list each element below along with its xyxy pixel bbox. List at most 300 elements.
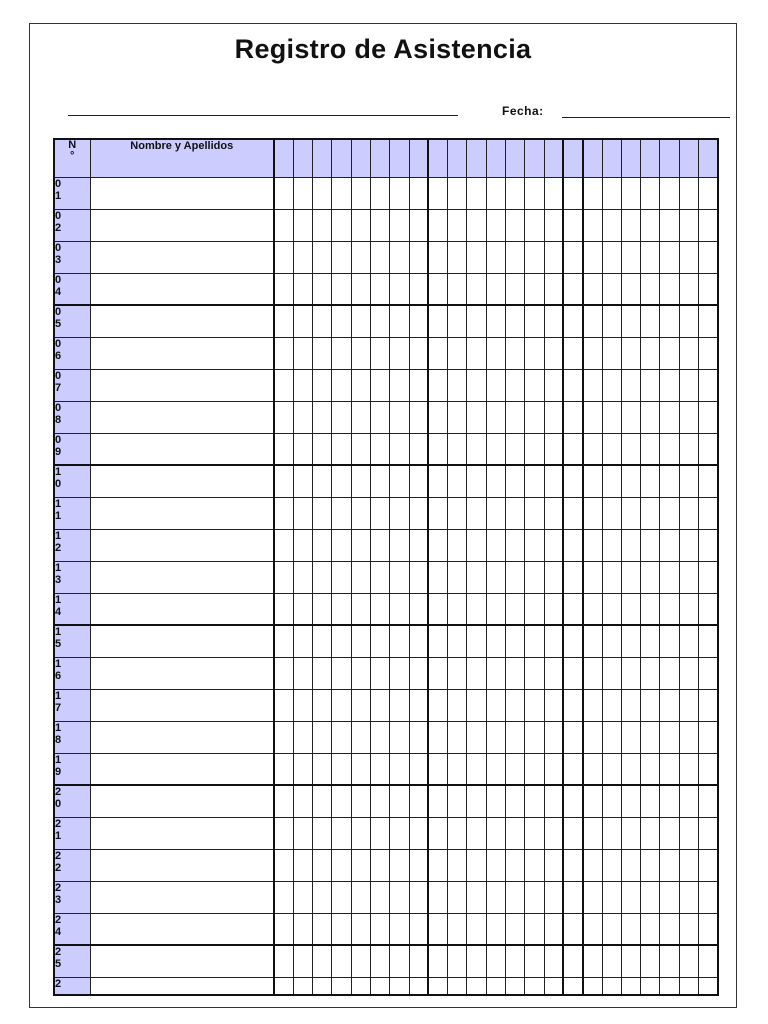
attendance-cell[interactable] (351, 817, 370, 849)
name-cell[interactable] (90, 849, 274, 881)
attendance-cell[interactable] (583, 785, 602, 817)
attendance-cell[interactable] (428, 977, 447, 995)
attendance-cell[interactable] (563, 593, 582, 625)
attendance-cell[interactable] (506, 689, 525, 721)
attendance-cell[interactable] (506, 369, 525, 401)
attendance-cell[interactable] (428, 209, 447, 241)
attendance-cell[interactable] (486, 881, 505, 913)
attendance-cell[interactable] (293, 881, 312, 913)
attendance-cell[interactable] (544, 977, 563, 995)
attendance-cell[interactable] (274, 401, 293, 433)
attendance-cell[interactable] (409, 209, 428, 241)
attendance-cell[interactable] (679, 785, 698, 817)
attendance-cell[interactable] (660, 753, 679, 785)
attendance-cell[interactable] (274, 817, 293, 849)
attendance-cell[interactable] (428, 817, 447, 849)
attendance-cell[interactable] (660, 177, 679, 209)
attendance-cell[interactable] (448, 817, 467, 849)
attendance-cell[interactable] (544, 561, 563, 593)
attendance-cell[interactable] (641, 977, 660, 995)
attendance-cell[interactable] (544, 817, 563, 849)
attendance-cell[interactable] (448, 273, 467, 305)
attendance-cell[interactable] (660, 977, 679, 995)
attendance-cell[interactable] (293, 401, 312, 433)
attendance-cell[interactable] (274, 369, 293, 401)
attendance-cell[interactable] (274, 177, 293, 209)
attendance-cell[interactable] (641, 369, 660, 401)
attendance-cell[interactable] (621, 977, 640, 995)
attendance-cell[interactable] (332, 625, 351, 657)
attendance-cell[interactable] (370, 785, 389, 817)
attendance-cell[interactable] (621, 785, 640, 817)
attendance-cell[interactable] (641, 561, 660, 593)
attendance-cell[interactable] (274, 497, 293, 529)
attendance-cell[interactable] (506, 241, 525, 273)
attendance-cell[interactable] (506, 785, 525, 817)
attendance-cell[interactable] (486, 401, 505, 433)
attendance-cell[interactable] (660, 561, 679, 593)
attendance-cell[interactable] (544, 273, 563, 305)
attendance-cell[interactable] (313, 401, 332, 433)
attendance-cell[interactable] (602, 209, 621, 241)
attendance-cell[interactable] (370, 721, 389, 753)
attendance-cell[interactable] (641, 817, 660, 849)
attendance-cell[interactable] (660, 305, 679, 337)
attendance-cell[interactable] (351, 753, 370, 785)
name-cell[interactable] (90, 337, 274, 369)
attendance-cell[interactable] (448, 689, 467, 721)
attendance-cell[interactable] (274, 593, 293, 625)
attendance-cell[interactable] (641, 497, 660, 529)
attendance-cell[interactable] (583, 977, 602, 995)
attendance-cell[interactable] (370, 433, 389, 465)
attendance-cell[interactable] (525, 529, 544, 561)
attendance-cell[interactable] (563, 177, 582, 209)
attendance-cell[interactable] (409, 817, 428, 849)
attendance-cell[interactable] (486, 177, 505, 209)
attendance-cell[interactable] (293, 753, 312, 785)
attendance-cell[interactable] (679, 689, 698, 721)
attendance-cell[interactable] (544, 241, 563, 273)
attendance-cell[interactable] (428, 433, 447, 465)
attendance-cell[interactable] (293, 305, 312, 337)
attendance-cell[interactable] (370, 881, 389, 913)
attendance-cell[interactable] (293, 241, 312, 273)
attendance-cell[interactable] (293, 625, 312, 657)
attendance-cell[interactable] (390, 721, 409, 753)
attendance-cell[interactable] (274, 241, 293, 273)
attendance-cell[interactable] (332, 817, 351, 849)
attendance-cell[interactable] (409, 337, 428, 369)
attendance-cell[interactable] (602, 753, 621, 785)
attendance-cell[interactable] (370, 561, 389, 593)
attendance-cell[interactable] (525, 241, 544, 273)
attendance-cell[interactable] (621, 337, 640, 369)
attendance-cell[interactable] (563, 465, 582, 497)
attendance-cell[interactable] (641, 337, 660, 369)
attendance-cell[interactable] (621, 625, 640, 657)
attendance-cell[interactable] (583, 209, 602, 241)
attendance-cell[interactable] (448, 881, 467, 913)
attendance-cell[interactable] (602, 369, 621, 401)
attendance-cell[interactable] (641, 241, 660, 273)
attendance-cell[interactable] (486, 369, 505, 401)
attendance-cell[interactable] (409, 241, 428, 273)
attendance-cell[interactable] (583, 241, 602, 273)
attendance-cell[interactable] (448, 305, 467, 337)
name-cell[interactable] (90, 529, 274, 561)
attendance-cell[interactable] (409, 689, 428, 721)
attendance-cell[interactable] (486, 465, 505, 497)
attendance-cell[interactable] (467, 625, 486, 657)
attendance-cell[interactable] (602, 785, 621, 817)
attendance-cell[interactable] (428, 721, 447, 753)
attendance-cell[interactable] (332, 753, 351, 785)
attendance-cell[interactable] (274, 433, 293, 465)
attendance-cell[interactable] (293, 785, 312, 817)
attendance-cell[interactable] (467, 433, 486, 465)
attendance-cell[interactable] (467, 273, 486, 305)
attendance-cell[interactable] (274, 881, 293, 913)
attendance-cell[interactable] (583, 433, 602, 465)
attendance-cell[interactable] (563, 625, 582, 657)
attendance-cell[interactable] (274, 529, 293, 561)
attendance-cell[interactable] (544, 785, 563, 817)
attendance-cell[interactable] (506, 337, 525, 369)
attendance-cell[interactable] (313, 497, 332, 529)
attendance-cell[interactable] (428, 593, 447, 625)
attendance-cell[interactable] (563, 401, 582, 433)
attendance-cell[interactable] (525, 305, 544, 337)
attendance-cell[interactable] (699, 401, 718, 433)
attendance-cell[interactable] (313, 273, 332, 305)
name-cell[interactable] (90, 369, 274, 401)
attendance-cell[interactable] (351, 433, 370, 465)
attendance-cell[interactable] (699, 881, 718, 913)
attendance-cell[interactable] (525, 785, 544, 817)
attendance-cell[interactable] (679, 849, 698, 881)
attendance-cell[interactable] (525, 977, 544, 995)
attendance-cell[interactable] (699, 465, 718, 497)
attendance-cell[interactable] (679, 465, 698, 497)
attendance-cell[interactable] (370, 657, 389, 689)
attendance-cell[interactable] (660, 337, 679, 369)
attendance-cell[interactable] (332, 721, 351, 753)
attendance-cell[interactable] (525, 625, 544, 657)
attendance-cell[interactable] (486, 497, 505, 529)
name-cell[interactable] (90, 593, 274, 625)
attendance-cell[interactable] (390, 369, 409, 401)
attendance-cell[interactable] (699, 433, 718, 465)
name-cell[interactable] (90, 817, 274, 849)
attendance-cell[interactable] (679, 977, 698, 995)
attendance-cell[interactable] (563, 337, 582, 369)
attendance-cell[interactable] (448, 657, 467, 689)
attendance-cell[interactable] (621, 913, 640, 945)
attendance-cell[interactable] (641, 657, 660, 689)
attendance-cell[interactable] (679, 817, 698, 849)
attendance-cell[interactable] (370, 977, 389, 995)
attendance-cell[interactable] (602, 529, 621, 561)
attendance-cell[interactable] (370, 913, 389, 945)
attendance-cell[interactable] (563, 945, 582, 977)
name-cell[interactable] (90, 177, 274, 209)
attendance-cell[interactable] (448, 177, 467, 209)
attendance-cell[interactable] (370, 305, 389, 337)
attendance-cell[interactable] (621, 721, 640, 753)
attendance-cell[interactable] (699, 913, 718, 945)
attendance-cell[interactable] (602, 817, 621, 849)
attendance-cell[interactable] (390, 977, 409, 995)
attendance-cell[interactable] (660, 593, 679, 625)
attendance-cell[interactable] (486, 625, 505, 657)
attendance-cell[interactable] (699, 529, 718, 561)
attendance-cell[interactable] (602, 593, 621, 625)
attendance-cell[interactable] (409, 561, 428, 593)
attendance-cell[interactable] (602, 721, 621, 753)
attendance-cell[interactable] (583, 561, 602, 593)
attendance-cell[interactable] (351, 721, 370, 753)
attendance-cell[interactable] (370, 945, 389, 977)
attendance-cell[interactable] (409, 305, 428, 337)
attendance-cell[interactable] (351, 337, 370, 369)
attendance-cell[interactable] (409, 529, 428, 561)
attendance-cell[interactable] (467, 785, 486, 817)
attendance-cell[interactable] (448, 785, 467, 817)
attendance-cell[interactable] (506, 209, 525, 241)
attendance-cell[interactable] (660, 657, 679, 689)
attendance-cell[interactable] (351, 369, 370, 401)
attendance-cell[interactable] (370, 337, 389, 369)
attendance-cell[interactable] (506, 401, 525, 433)
attendance-cell[interactable] (313, 241, 332, 273)
attendance-cell[interactable] (390, 561, 409, 593)
attendance-cell[interactable] (544, 593, 563, 625)
attendance-cell[interactable] (563, 273, 582, 305)
attendance-cell[interactable] (563, 497, 582, 529)
attendance-cell[interactable] (525, 753, 544, 785)
attendance-cell[interactable] (621, 209, 640, 241)
attendance-cell[interactable] (525, 561, 544, 593)
attendance-cell[interactable] (679, 753, 698, 785)
attendance-cell[interactable] (409, 657, 428, 689)
attendance-cell[interactable] (274, 977, 293, 995)
attendance-cell[interactable] (274, 209, 293, 241)
attendance-cell[interactable] (390, 849, 409, 881)
attendance-cell[interactable] (641, 913, 660, 945)
attendance-cell[interactable] (506, 817, 525, 849)
attendance-cell[interactable] (506, 433, 525, 465)
name-cell[interactable] (90, 689, 274, 721)
attendance-cell[interactable] (486, 945, 505, 977)
attendance-cell[interactable] (467, 977, 486, 995)
attendance-cell[interactable] (602, 657, 621, 689)
attendance-cell[interactable] (370, 401, 389, 433)
attendance-cell[interactable] (621, 305, 640, 337)
attendance-cell[interactable] (332, 977, 351, 995)
attendance-cell[interactable] (660, 817, 679, 849)
attendance-cell[interactable] (428, 337, 447, 369)
attendance-cell[interactable] (660, 945, 679, 977)
attendance-cell[interactable] (332, 273, 351, 305)
attendance-cell[interactable] (506, 721, 525, 753)
attendance-cell[interactable] (448, 401, 467, 433)
attendance-cell[interactable] (699, 817, 718, 849)
attendance-cell[interactable] (621, 177, 640, 209)
attendance-cell[interactable] (274, 337, 293, 369)
attendance-cell[interactable] (409, 465, 428, 497)
attendance-cell[interactable] (679, 369, 698, 401)
attendance-cell[interactable] (525, 913, 544, 945)
name-cell[interactable] (90, 497, 274, 529)
attendance-cell[interactable] (332, 177, 351, 209)
attendance-cell[interactable] (679, 497, 698, 529)
attendance-cell[interactable] (428, 657, 447, 689)
attendance-cell[interactable] (390, 177, 409, 209)
attendance-cell[interactable] (428, 497, 447, 529)
attendance-cell[interactable] (679, 177, 698, 209)
attendance-cell[interactable] (679, 337, 698, 369)
attendance-cell[interactable] (467, 721, 486, 753)
attendance-cell[interactable] (660, 625, 679, 657)
attendance-cell[interactable] (313, 561, 332, 593)
attendance-cell[interactable] (428, 241, 447, 273)
attendance-cell[interactable] (313, 945, 332, 977)
attendance-cell[interactable] (699, 785, 718, 817)
attendance-cell[interactable] (699, 945, 718, 977)
attendance-cell[interactable] (370, 273, 389, 305)
attendance-cell[interactable] (525, 337, 544, 369)
attendance-cell[interactable] (293, 721, 312, 753)
attendance-cell[interactable] (641, 721, 660, 753)
attendance-cell[interactable] (621, 657, 640, 689)
attendance-cell[interactable] (467, 401, 486, 433)
attendance-cell[interactable] (679, 561, 698, 593)
attendance-cell[interactable] (293, 177, 312, 209)
attendance-cell[interactable] (390, 689, 409, 721)
attendance-cell[interactable] (448, 913, 467, 945)
attendance-cell[interactable] (351, 241, 370, 273)
attendance-cell[interactable] (583, 881, 602, 913)
attendance-cell[interactable] (544, 753, 563, 785)
attendance-cell[interactable] (486, 241, 505, 273)
attendance-cell[interactable] (409, 177, 428, 209)
name-cell[interactable] (90, 305, 274, 337)
attendance-cell[interactable] (293, 433, 312, 465)
attendance-cell[interactable] (660, 497, 679, 529)
attendance-cell[interactable] (563, 433, 582, 465)
attendance-cell[interactable] (428, 881, 447, 913)
attendance-cell[interactable] (525, 945, 544, 977)
name-cell[interactable] (90, 561, 274, 593)
attendance-cell[interactable] (293, 593, 312, 625)
attendance-cell[interactable] (641, 625, 660, 657)
attendance-cell[interactable] (351, 881, 370, 913)
attendance-cell[interactable] (506, 177, 525, 209)
attendance-cell[interactable] (351, 849, 370, 881)
attendance-cell[interactable] (583, 369, 602, 401)
attendance-cell[interactable] (583, 689, 602, 721)
attendance-cell[interactable] (467, 945, 486, 977)
attendance-cell[interactable] (544, 369, 563, 401)
attendance-cell[interactable] (428, 305, 447, 337)
attendance-cell[interactable] (467, 177, 486, 209)
attendance-cell[interactable] (486, 433, 505, 465)
attendance-cell[interactable] (448, 497, 467, 529)
attendance-cell[interactable] (274, 625, 293, 657)
attendance-cell[interactable] (641, 401, 660, 433)
attendance-cell[interactable] (544, 689, 563, 721)
attendance-cell[interactable] (699, 497, 718, 529)
attendance-cell[interactable] (621, 945, 640, 977)
attendance-cell[interactable] (467, 689, 486, 721)
attendance-cell[interactable] (313, 177, 332, 209)
attendance-cell[interactable] (351, 945, 370, 977)
attendance-cell[interactable] (428, 529, 447, 561)
attendance-cell[interactable] (699, 177, 718, 209)
name-cell[interactable] (90, 945, 274, 977)
attendance-cell[interactable] (563, 881, 582, 913)
attendance-cell[interactable] (409, 913, 428, 945)
attendance-cell[interactable] (293, 849, 312, 881)
attendance-cell[interactable] (699, 977, 718, 995)
attendance-cell[interactable] (313, 337, 332, 369)
attendance-cell[interactable] (660, 401, 679, 433)
name-cell[interactable] (90, 977, 274, 995)
attendance-cell[interactable] (332, 305, 351, 337)
attendance-cell[interactable] (506, 273, 525, 305)
attendance-cell[interactable] (621, 849, 640, 881)
attendance-cell[interactable] (390, 241, 409, 273)
attendance-cell[interactable] (467, 529, 486, 561)
attendance-cell[interactable] (621, 465, 640, 497)
attendance-cell[interactable] (679, 945, 698, 977)
attendance-cell[interactable] (506, 465, 525, 497)
attendance-cell[interactable] (293, 657, 312, 689)
attendance-cell[interactable] (544, 433, 563, 465)
attendance-cell[interactable] (486, 593, 505, 625)
attendance-cell[interactable] (448, 625, 467, 657)
attendance-cell[interactable] (486, 689, 505, 721)
attendance-cell[interactable] (525, 497, 544, 529)
attendance-cell[interactable] (390, 913, 409, 945)
attendance-cell[interactable] (679, 881, 698, 913)
attendance-cell[interactable] (602, 977, 621, 995)
attendance-cell[interactable] (313, 977, 332, 995)
attendance-cell[interactable] (544, 657, 563, 689)
attendance-cell[interactable] (351, 497, 370, 529)
attendance-cell[interactable] (467, 209, 486, 241)
attendance-cell[interactable] (525, 369, 544, 401)
attendance-cell[interactable] (448, 721, 467, 753)
attendance-cell[interactable] (602, 241, 621, 273)
attendance-cell[interactable] (332, 785, 351, 817)
attendance-cell[interactable] (313, 369, 332, 401)
attendance-cell[interactable] (660, 849, 679, 881)
attendance-cell[interactable] (313, 529, 332, 561)
attendance-cell[interactable] (679, 529, 698, 561)
attendance-cell[interactable] (563, 913, 582, 945)
attendance-cell[interactable] (390, 497, 409, 529)
attendance-cell[interactable] (506, 593, 525, 625)
attendance-cell[interactable] (409, 977, 428, 995)
attendance-cell[interactable] (409, 785, 428, 817)
attendance-cell[interactable] (563, 561, 582, 593)
attendance-cell[interactable] (428, 689, 447, 721)
attendance-cell[interactable] (583, 593, 602, 625)
attendance-cell[interactable] (621, 529, 640, 561)
attendance-cell[interactable] (583, 273, 602, 305)
